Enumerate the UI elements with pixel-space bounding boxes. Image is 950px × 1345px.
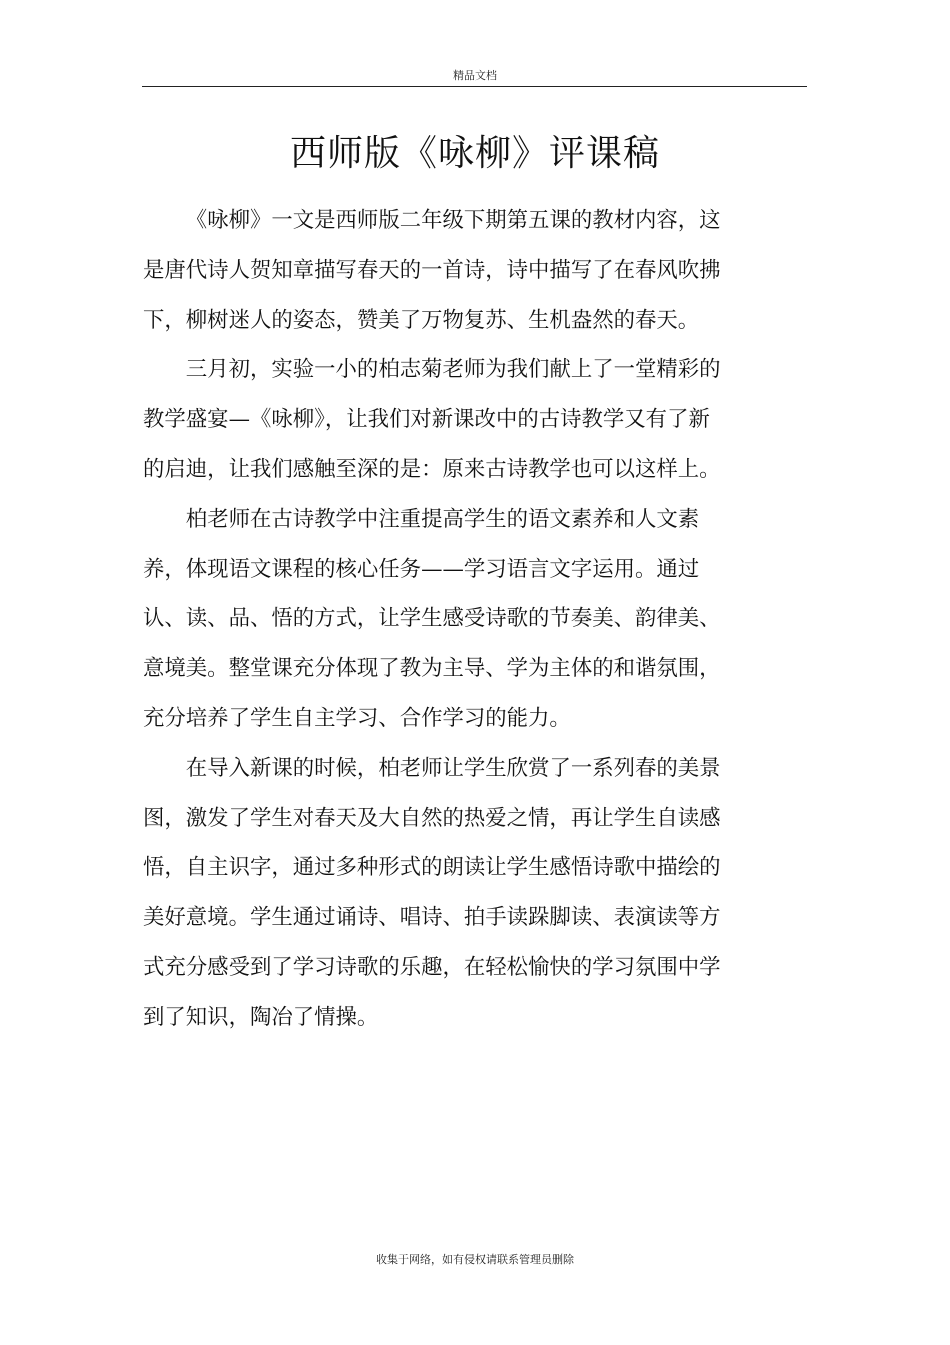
document-body: [143, 196, 723, 1043]
paragraph-4: 在导入新课的时候，柏老师让学生欣赏了一系列春的美景图，激发了学生对春天及大自然的热爱之情，再让学生自读感悟，自主识字，通过多种形式的朗读让学生感悟诗歌中描绘的美好意境。学生通过诵诗、唱诗、拍手读跺脚读、表演读等方式充分感受到了学习诗歌的乐趣，在轻松愉快的学习氛围中学到了知识，陶冶了情操。: [143, 755, 721, 1030]
header-divider: [142, 86, 807, 87]
header-label: 精品文档: [453, 69, 497, 82]
footer-note: 收集于网络，如有侵权请联系管理员删除: [376, 1253, 574, 1266]
paragraph-1: 《咏柳》一文是西师版二年级下期第五课的教材内容，这是唐代诗人贺知章描写春天的一首诗，诗中描写了在春风吹拂下，柳树迷人的姿态，赞美了万物复苏、生机盎然的春天。: [143, 208, 721, 333]
paragraph-3: 柏老师在古诗教学中注重提高学生的语文素养和人文素养，体现语文课程的核心任务——学习语言文字运用。通过认、读、品、悟的方式，让学生感受诗歌的节奏美、韵律美、意境美。整堂课充分体现了教为主导、学为主体的和谐氛围，充分培养了学生自主学习、合作学习的能力。: [143, 506, 721, 731]
document-title: 西师版《咏柳》评课稿: [289, 133, 660, 174]
paragraph-2: 三月初，实验一小的柏志菊老师为我们献上了一堂精彩的教学盛宴—《咏柳》，让我们对新课改中的古诗教学又有了新的启迪，让我们感触至深的是：原来古诗教学也可以这样上。: [143, 357, 721, 482]
